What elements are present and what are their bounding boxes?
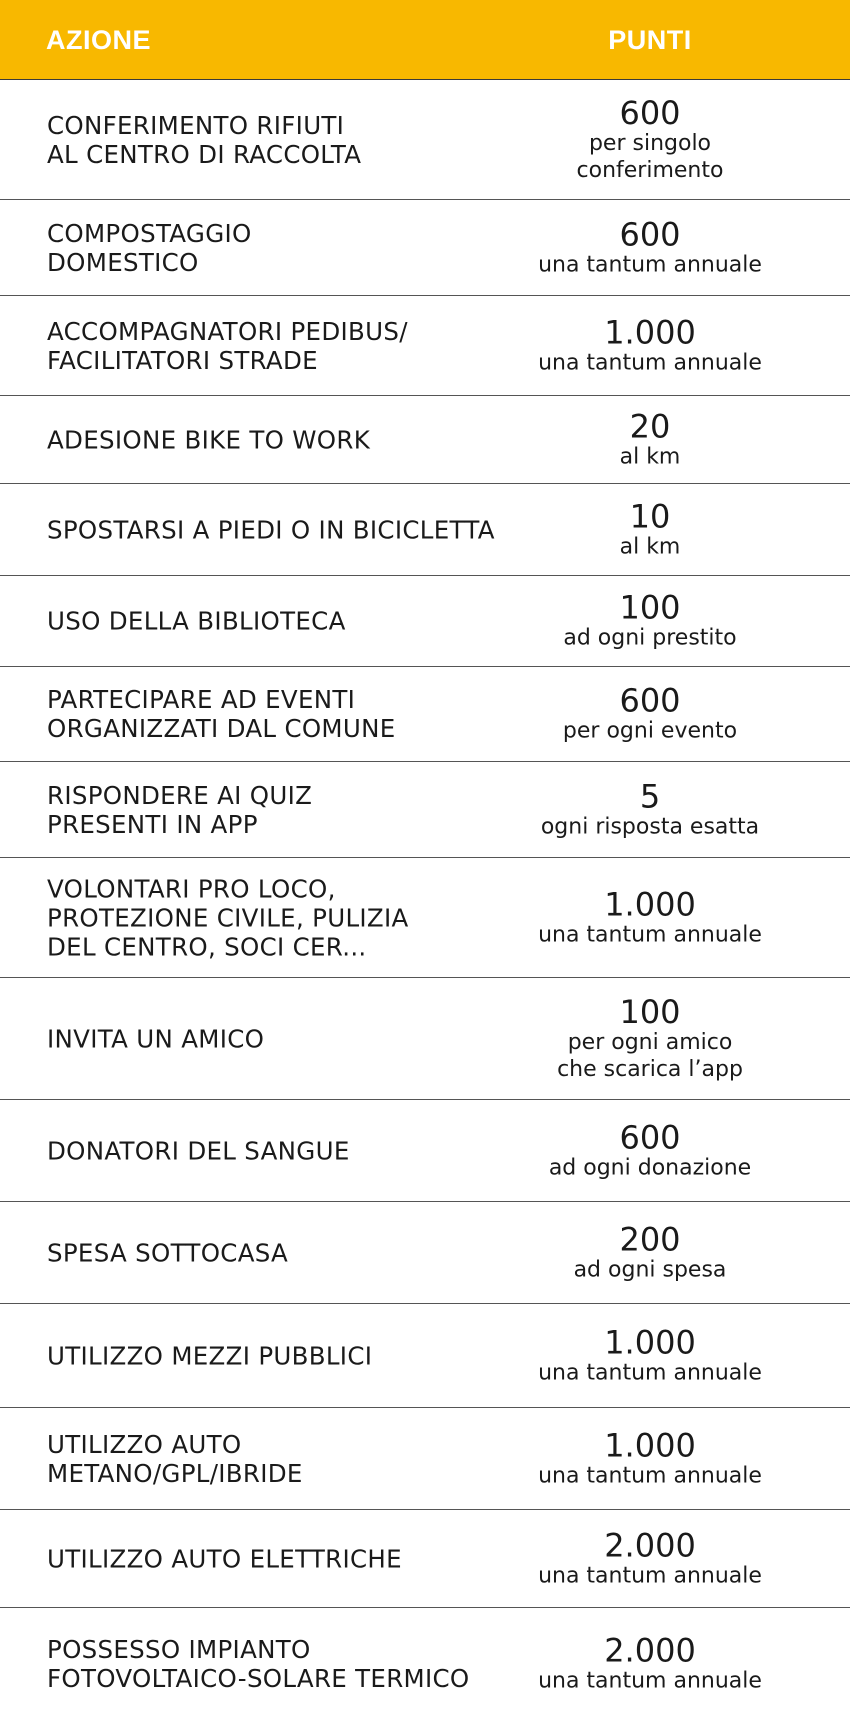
table-row bbox=[0, 978, 850, 1100]
points-value: 200 bbox=[619, 1220, 681, 1258]
action-label: INVITA UN AMICO bbox=[47, 1024, 265, 1053]
points-unit: una tantum annuale bbox=[538, 1463, 762, 1488]
points-value: 1.000 bbox=[604, 313, 696, 351]
points-unit: ad ogni donazione bbox=[548, 1155, 752, 1180]
table-row bbox=[0, 1100, 850, 1202]
points-cell bbox=[500, 1120, 800, 1181]
action-label: COMPOSTAGGIO DOMESTICO bbox=[47, 218, 252, 277]
points-cell bbox=[500, 1325, 800, 1386]
action-label: POSSESSO IMPIANTO FOTOVOLTAICO-SOLARE TERMICO bbox=[47, 1635, 470, 1693]
points-unit: ad ogni prestito bbox=[563, 625, 737, 651]
action-label: ACCOMPAGNATORI PEDIBUS/ FACILITATORI STRADE bbox=[47, 316, 408, 375]
points-value: 600 bbox=[619, 215, 681, 253]
action-label: CONFERIMENTO RIFIUTI AL CENTRO DI RACCOLTA bbox=[47, 110, 362, 169]
points-cell bbox=[500, 217, 800, 278]
table-header bbox=[0, 0, 850, 80]
points-unit: una tantum annuale bbox=[538, 252, 762, 277]
points-cell bbox=[500, 1528, 800, 1589]
table-row bbox=[0, 1608, 850, 1720]
points-cell bbox=[500, 887, 800, 948]
points-unit: una tantum annuale bbox=[538, 350, 762, 375]
points-value: 600 bbox=[619, 93, 681, 132]
points-value: 600 bbox=[619, 1118, 681, 1156]
points-cell bbox=[500, 681, 800, 745]
points-cell bbox=[500, 499, 800, 560]
table-row bbox=[0, 1510, 850, 1608]
table-row bbox=[0, 576, 850, 667]
points-cell bbox=[500, 779, 800, 840]
action-label: UTILIZZO AUTO ELETTRICHE bbox=[47, 1544, 402, 1573]
points-value: 20 bbox=[629, 407, 671, 445]
table-row bbox=[0, 396, 850, 484]
points-value: 600 bbox=[619, 681, 681, 720]
action-label: PARTECIPARE AD EVENTI ORGANIZZATI DAL COMUNE bbox=[47, 685, 396, 743]
points-cell bbox=[500, 1428, 800, 1489]
points-unit: una tantum annuale bbox=[538, 1360, 762, 1385]
points-unit: ogni risposta esatta bbox=[540, 814, 760, 839]
action-column-header: AZIONE bbox=[46, 25, 152, 55]
action-label: UTILIZZO MEZZI PUBBLICI bbox=[47, 1341, 373, 1370]
points-value: 100 bbox=[619, 992, 681, 1031]
points-value: 1.000 bbox=[604, 885, 696, 923]
action-label: VOLONTARI PRO LOCO, PROTEZIONE CIVILE, PULIZIA DEL CENTRO, SOCI CER... bbox=[47, 874, 409, 961]
points-value: 1.000 bbox=[604, 1323, 696, 1361]
action-label: RISPONDERE AI QUIZ PRESENTI IN APP bbox=[47, 780, 313, 839]
table-row bbox=[0, 1304, 850, 1408]
table-row bbox=[0, 1408, 850, 1510]
action-label: UTILIZZO AUTO METANO/GPL/IBRIDE bbox=[47, 1429, 303, 1488]
points-value: 5 bbox=[639, 777, 661, 815]
table-row bbox=[0, 858, 850, 978]
points-unit: per ogni amico che scarica l’app bbox=[557, 1029, 743, 1082]
table-row bbox=[0, 80, 850, 200]
table-row bbox=[0, 296, 850, 396]
points-column-header: PUNTI bbox=[608, 25, 692, 55]
points-unit: ad ogni spesa bbox=[573, 1257, 727, 1282]
points-cell bbox=[500, 93, 800, 184]
points-cell bbox=[500, 588, 800, 652]
action-label: DONATORI DEL SANGUE bbox=[47, 1136, 350, 1165]
points-value: 2.000 bbox=[604, 1526, 696, 1564]
points-cell bbox=[500, 409, 800, 470]
points-cell bbox=[500, 315, 800, 376]
points-unit: al km bbox=[619, 534, 681, 559]
points-unit: una tantum annuale bbox=[538, 1668, 762, 1694]
points-value: 100 bbox=[619, 588, 681, 627]
table-row bbox=[0, 1202, 850, 1304]
points-value: 2.000 bbox=[604, 1631, 696, 1670]
points-cell bbox=[500, 1631, 800, 1695]
action-label: ADESIONE BIKE TO WORK bbox=[47, 425, 371, 454]
points-value: 10 bbox=[629, 497, 671, 535]
points-unit: una tantum annuale bbox=[538, 1563, 762, 1588]
table-row bbox=[0, 762, 850, 858]
points-cell bbox=[500, 992, 800, 1083]
points-unit: per singolo conferimento bbox=[576, 130, 724, 183]
action-label: SPOSTARSI A PIEDI O IN BICICLETTA bbox=[47, 515, 495, 544]
points-cell bbox=[500, 1222, 800, 1283]
points-unit: per ogni evento bbox=[562, 718, 738, 744]
action-label: USO DELLA BIBLIOTECA bbox=[47, 606, 346, 636]
action-label: SPESA SOTTOCASA bbox=[47, 1238, 289, 1267]
table-row bbox=[0, 200, 850, 296]
points-value: 1.000 bbox=[604, 1426, 696, 1464]
table-row bbox=[0, 667, 850, 762]
points-unit: una tantum annuale bbox=[538, 922, 762, 947]
points-unit: al km bbox=[619, 444, 681, 469]
table-row bbox=[0, 484, 850, 576]
